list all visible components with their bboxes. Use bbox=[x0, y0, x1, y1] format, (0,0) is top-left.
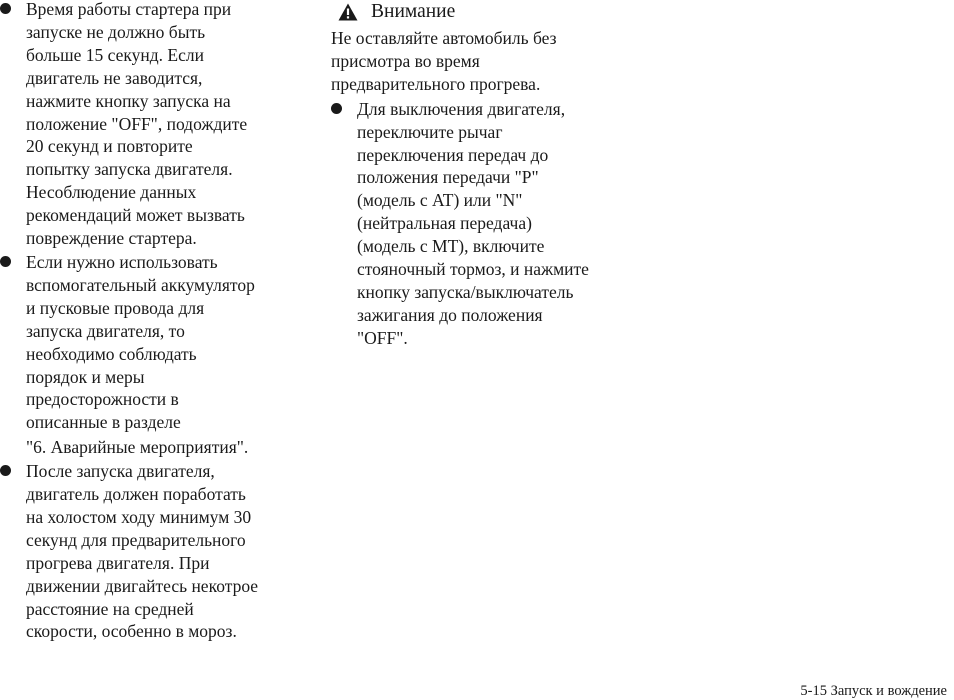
text-line: предварительного прогрева. bbox=[331, 73, 541, 94]
text-line: (нейтральная передача) bbox=[357, 213, 532, 234]
text-line: попытку запуска двигателя. bbox=[26, 159, 233, 180]
text-line: на холостом ходу минимум 30 bbox=[26, 506, 252, 527]
text-line: вспомогательный аккумулятор bbox=[26, 274, 255, 295]
list-item bbox=[0, 460, 310, 643]
text-line: переключения передач до bbox=[357, 144, 549, 165]
page-footer: 5-15 Запуск и вождение bbox=[800, 683, 947, 699]
text-line: После запуска двигателя, bbox=[26, 461, 215, 482]
text-line: расстояние на средней bbox=[26, 598, 194, 619]
bullet-icon bbox=[0, 465, 11, 476]
text-line: положение "OFF", подождите bbox=[26, 113, 248, 134]
text-line: переключите рычаг bbox=[357, 121, 503, 142]
text-line: "OFF". bbox=[357, 327, 408, 348]
text-line: скорости, особенно в мороз. bbox=[26, 621, 237, 642]
text-line: присмотра во время bbox=[331, 50, 480, 71]
text-line: Не оставляйте автомобиль без bbox=[331, 28, 557, 48]
list-item bbox=[331, 98, 631, 350]
text-line: "6. Аварийные мероприятия". bbox=[26, 437, 249, 458]
text-line: Время работы стартера при bbox=[26, 0, 232, 19]
text-line: рекомендаций может вызвать bbox=[26, 205, 245, 226]
text-line: Если нужно использовать bbox=[26, 251, 218, 272]
text-line: двигатель должен поработать bbox=[26, 484, 246, 505]
text-line: секунд для предварительного bbox=[26, 529, 246, 550]
text-line: прогрева двигателя. При bbox=[26, 552, 210, 573]
text-line: необходимо соблюдать bbox=[26, 343, 197, 364]
bullet-icon bbox=[0, 3, 11, 14]
text-line: описанные в разделе bbox=[26, 412, 181, 433]
text-line: нажмите кнопку запуска на bbox=[26, 90, 231, 111]
text-line: и пусковые провода для bbox=[26, 297, 205, 318]
list-item bbox=[0, 251, 310, 459]
text-line: положения передачи "P" bbox=[357, 167, 539, 188]
text-line: 20 секунд и повторите bbox=[26, 136, 193, 157]
text-line: запуске не должно быть bbox=[26, 21, 206, 42]
caution-heading bbox=[331, 0, 631, 24]
text-line: двигатель не заводится, bbox=[26, 67, 203, 88]
text-line: предосторожности в bbox=[26, 389, 179, 410]
text-line: больше 15 секунд. Если bbox=[26, 44, 204, 65]
text-line: Несоблюдение данных bbox=[26, 182, 197, 203]
caution-intro bbox=[331, 27, 631, 96]
bullet-icon bbox=[331, 103, 342, 114]
list-item bbox=[0, 0, 310, 250]
warning-triangle-icon bbox=[338, 3, 358, 21]
text-line: порядок и меры bbox=[26, 366, 145, 387]
text-line: повреждение стартера. bbox=[26, 228, 197, 249]
bullet-icon bbox=[0, 256, 11, 267]
text-line: (модель с AT) или "N" bbox=[357, 190, 523, 211]
caution-title: Внимание bbox=[371, 1, 456, 22]
text-line: стояночный тормоз, и нажмите bbox=[357, 259, 589, 280]
text-line: запуска двигателя, то bbox=[26, 320, 185, 341]
text-line: (модель с MT), включите bbox=[357, 236, 545, 257]
text-line: кнопку запуска/выключатель bbox=[357, 281, 574, 302]
caution-section bbox=[331, 0, 631, 350]
left-column bbox=[0, 0, 310, 643]
text-line: движении двигайтесь некотрое bbox=[26, 575, 259, 596]
text-line: зажигания до положения bbox=[357, 304, 543, 325]
text-line: Для выключения двигателя, bbox=[357, 98, 566, 119]
